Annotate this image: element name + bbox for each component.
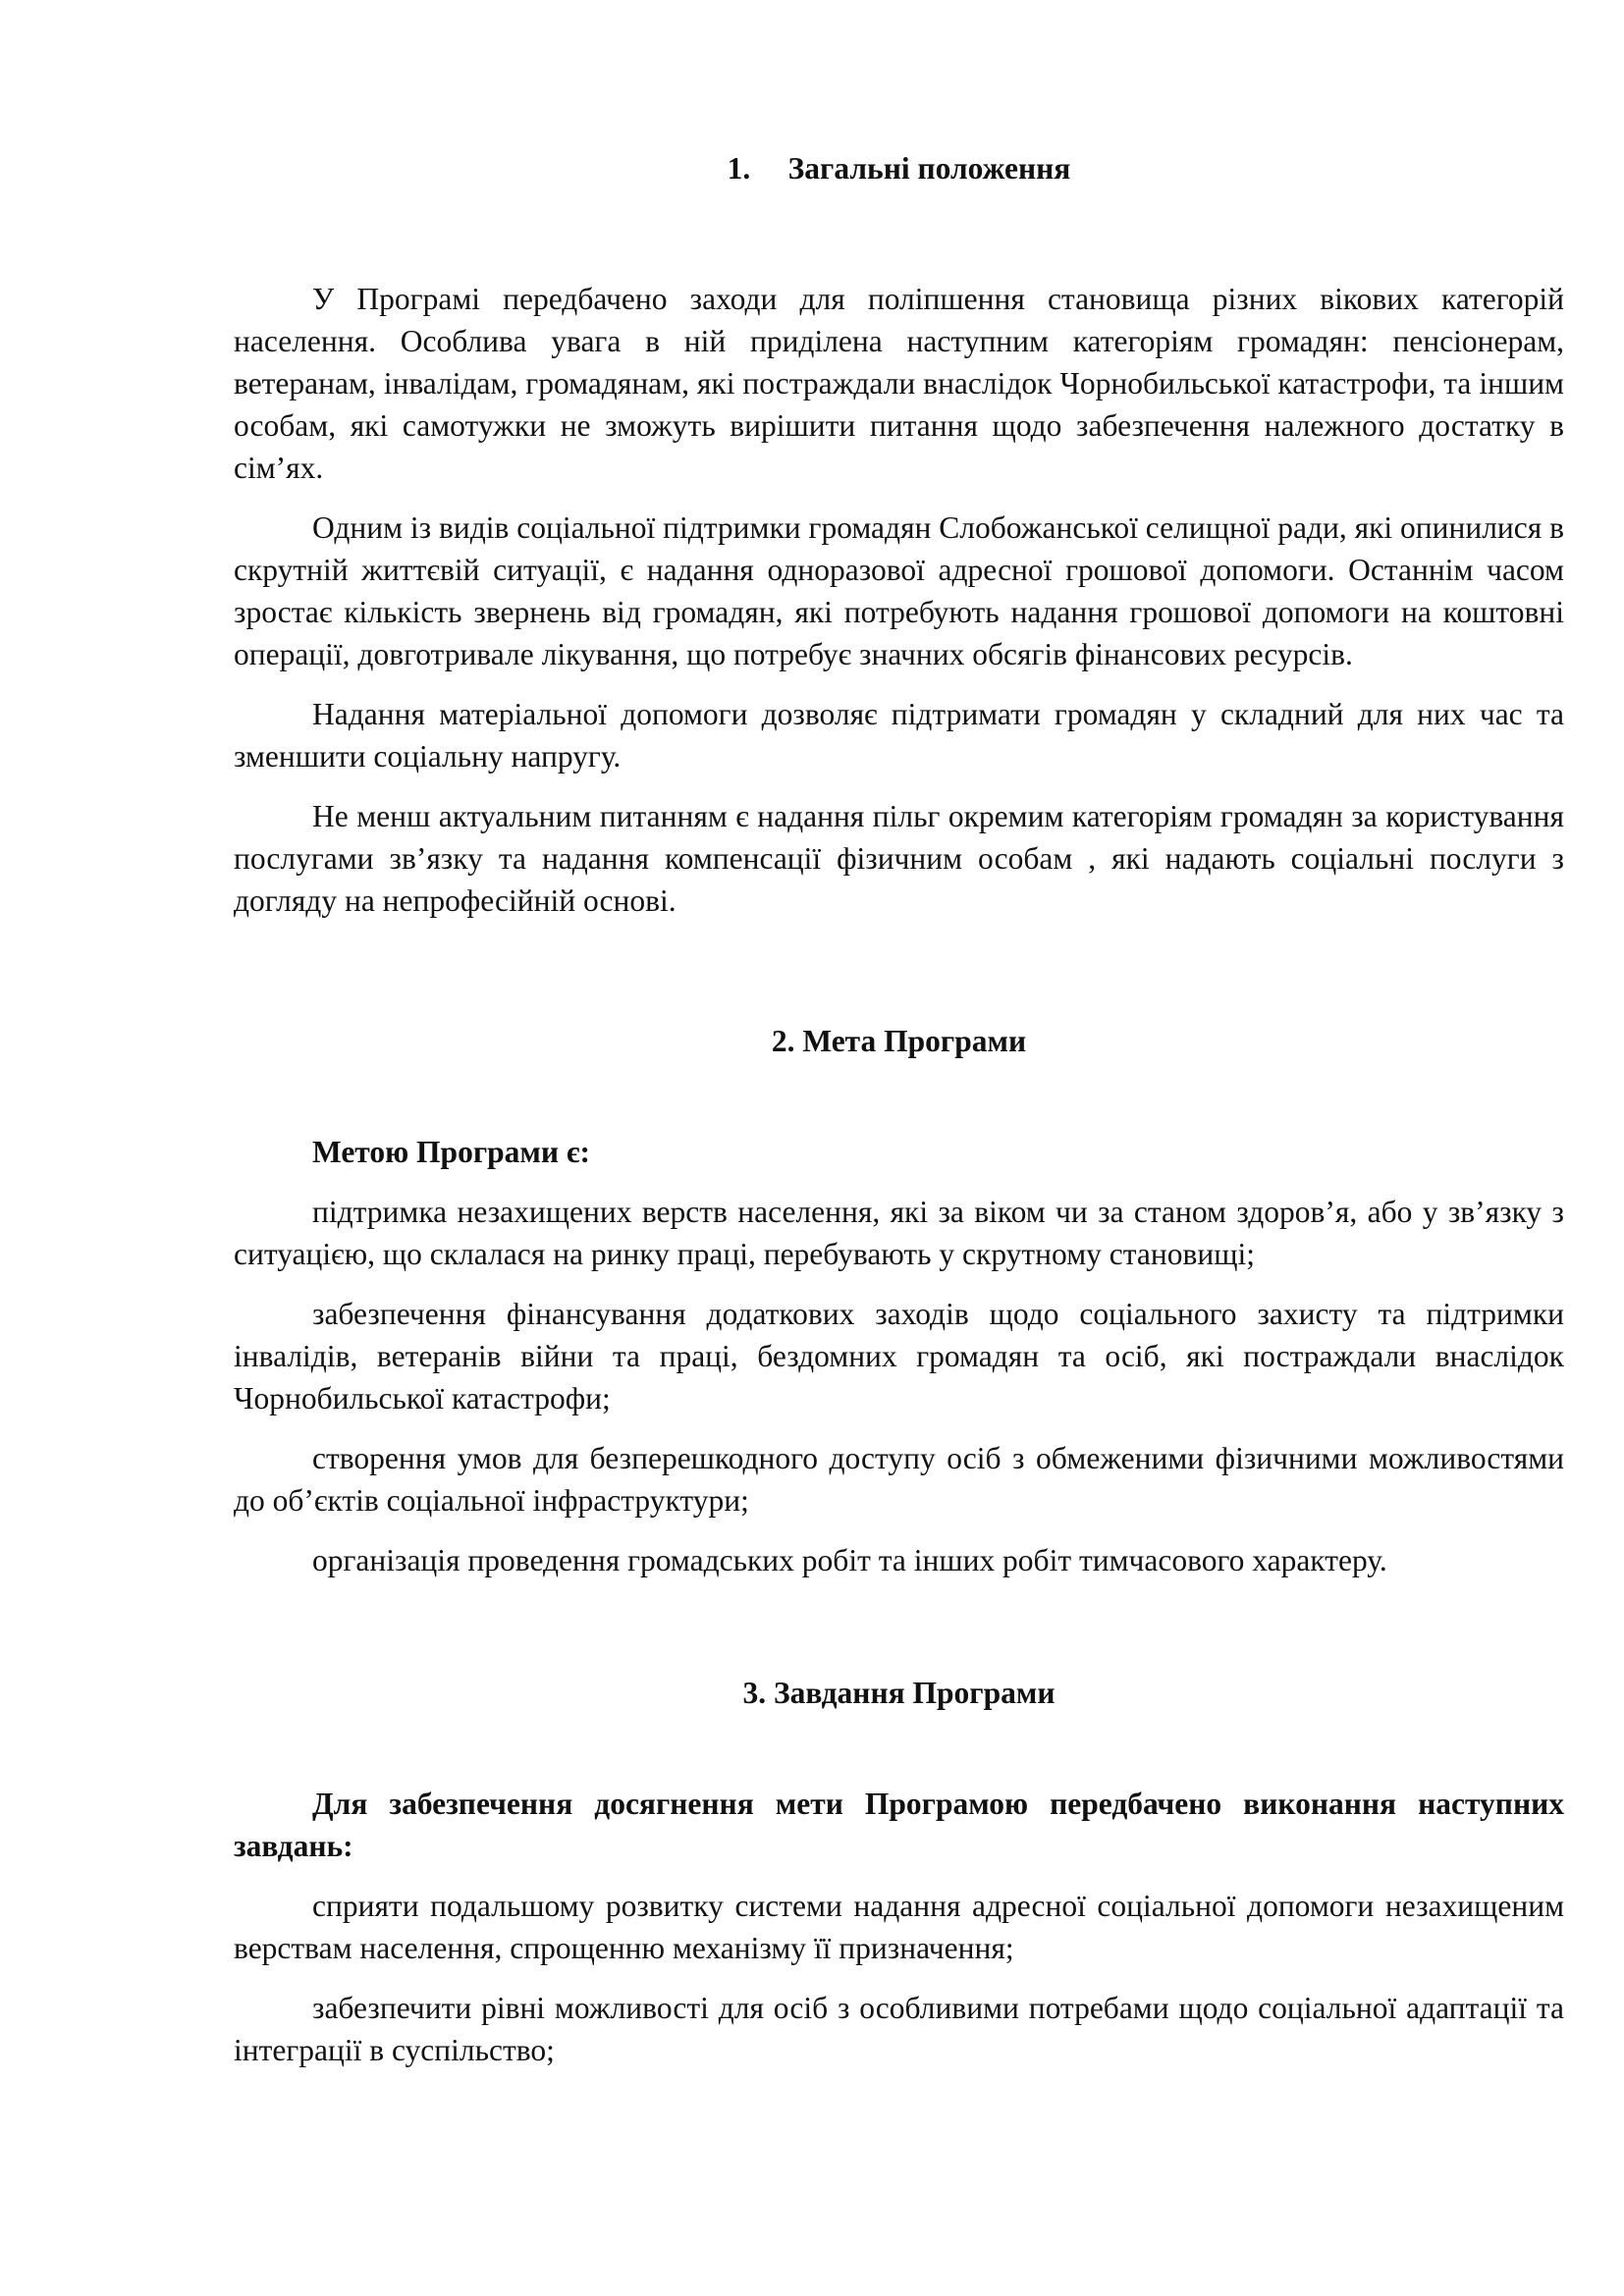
paragraph: У Програмі передбачено заходи для поліпшення становища різних вікових категорій населення. Особлива увага в ній приділена наступним категоріям громадян: пенсіонерам, ветеранам, інвалідам, громадянам, які постраждали внаслідок Чорнобильської катастрофи, та іншим особам, які самотужки не зможуть вирішити питання щодо забезпечення належного достатку в сім’ях.: [234, 282, 1564, 485]
section-1-title: Загальні положення: [787, 151, 1071, 186]
section-2-heading: 2. Мета Програми: [771, 1024, 1027, 1058]
paragraph: забезпечення фінансування додаткових заходів щодо соціального захисту та підтримки інвалідів, ветеранів війни та праці, бездомних громадян та осіб, які постраждали внаслідок Чорнобильської катастрофи;: [234, 1297, 1564, 1415]
paragraph: забезпечити рівні можливості для осіб з особливими потребами щодо соціальної адаптації та інтеграції в суспільство;: [234, 1991, 1564, 2067]
paragraph: підтримка незахищених верств населення, які за віком чи за станом здоров’я, або у зв’язку з ситуацією, що склалася на ринку праці, перебувають у скрутному становищі;: [234, 1195, 1564, 1271]
paragraph: Не менш актуальним питанням є надання пільг окремим категоріям громадян за користування послугами зв’язку та надання компенсації фізичним особам , які надають соціальні послуги з догляду на непрофесійній основі.: [234, 799, 1564, 918]
section-1-heading: [234, 147, 1564, 189]
paragraph: організація проведення громадських робіт та інших робіт тимчасового характеру.: [312, 1543, 1387, 1577]
paragraph: створення умов для безперешкодного доступу осіб з обмеженими фізичними можливостями до об’єктів соціальної інфраструктури;: [234, 1441, 1564, 1518]
section-3-lead: Для забезпечення досягнення мети Програмою передбачено виконання наступних завдань:: [234, 1787, 1564, 1863]
paragraph: Надання матеріальної допомоги дозволяє підтримати громадян у складний для них час та зменшити соціальну напругу.: [234, 697, 1564, 774]
section-2-lead: Метою Програми є:: [312, 1135, 590, 1169]
paragraph: сприяти подальшому розвитку системи надання адресної соціальної допомоги незахищеним верствам населення, спрощенню механізму її призначення;: [234, 1889, 1564, 1965]
section-1-number: 1.: [727, 151, 751, 186]
section-3-heading: 3. Завдання Програми: [742, 1676, 1056, 1710]
paragraph: Одним із видів соціальної підтримки громадян Слобожанської селищної ради, які опинилися в скрутній життєвій ситуації, є надання одноразової адресної грошової допомоги. Останнім часом зростає кількість звернень від громадян, які потребують надання грошової допомоги на коштовні операції, довготривале лікування, що потребує значних обсягів фінансових ресурсів.: [234, 510, 1564, 671]
